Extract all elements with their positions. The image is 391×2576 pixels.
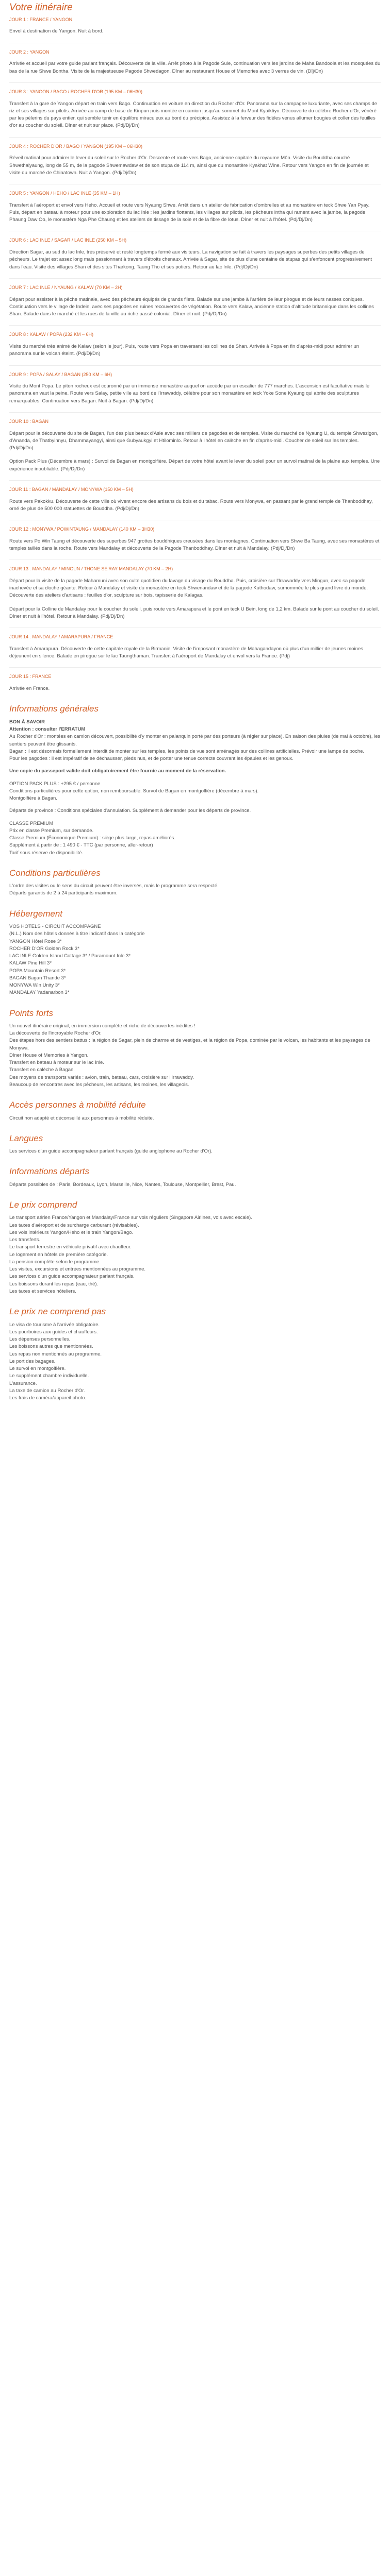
day-block: [9, 674, 381, 692]
accessibility-list: [9, 1115, 381, 1122]
day-block: [9, 527, 381, 560]
day-block: [9, 238, 381, 278]
day-title: JOUR 3 : YANGON / BAGO / ROCHER D'OR (195 KM – 06H30): [9, 89, 142, 94]
day-title: JOUR 6 : LAC INLE / SAGAR / LAC INLE (250 KM – 5H): [9, 238, 127, 243]
day-description: Transfert à la gare de Yangon départ en train vers Bago. Continuation en voiture en direction du Rocher d'Or. Panorama sur la campagne luxuriante, avec ses champs de riz et ses villages sur pilotis. Arrivée au camp de base de Kinpun puis montée en camion jusqu'au sommet du Mont Kyaiktiyo. Découverte du célèbre Rocher d'Or, vénéré par les pèlerins du pays entier, qui semble tenir en équilibre miraculeux au bord du précipice. Assistez à la ferveur des fidèles venus allumer bougies et coller des feuilles d'or au coucher du soleil. Dîner et nuit sur place. (Pdj/Dj/Dn): [9, 100, 377, 129]
practical-line: Montgolfière à Bagan.: [9, 795, 57, 801]
day-title: JOUR 5 : YANGON / HEHO / LAC INLE (35 KM – 1H): [9, 191, 120, 196]
day-title: JOUR 9 : POPA / SALAY / BAGAN (250 KM – 6H): [9, 371, 112, 377]
day-block: [9, 372, 381, 413]
list-line: L'ordre des visites ou le sens du circuit peuvent être inversés, mais le programme sera respecté.: [9, 883, 219, 889]
day-description: Réveil matinal pour admirer le lever du soleil sur le Rocher d'Or. Descente et route vers Bago, ancienne capitale du royaume Môn. Visite du Bouddha couché Shwethalyaung, long de 55 m, de la pagode Shwemawdaw et de son stupa de 114 m, ainsi que du monastère Kyakhat Wine. Retour vers Yangon en fin de journée et visite du marché de Chinatown. Nuit à Yangon. (Pdj/Dj/Dn): [9, 155, 369, 176]
day-title: JOUR 11 : BAGAN / MANDALAY / MONYWA (150 KM – 5H): [9, 486, 134, 492]
day-block: [9, 144, 381, 184]
list-line: Le survol en montgolfière.: [9, 1366, 66, 1372]
list-line: Les boissons autres que mentionnées.: [9, 1344, 93, 1350]
day-title: JOUR 15 : FRANCE: [9, 674, 52, 680]
list-line: La découverte de l'incroyable Rocher d'Or.: [9, 1030, 102, 1037]
included-title: Le prix comprend: [9, 1200, 77, 1210]
list-line: Transfert en calèche à Bagan.: [9, 1067, 75, 1073]
day-block: [9, 285, 381, 326]
list-line: Le visa de tourisme à l'arrivée obligatoire.: [9, 1321, 100, 1328]
day-title: JOUR 4 : ROCHER D'OR / BAGO / YANGON (195 KM – 06H30): [9, 143, 142, 149]
practical-line: BON À SAVOIR: [9, 719, 45, 725]
list-line: MONYWA Win Unity 3*: [9, 982, 60, 989]
day-block: [9, 566, 381, 628]
list-line: Transfert en bateau à moteur sur le lac Inle.: [9, 1060, 104, 1066]
day-separator: [9, 137, 381, 138]
list-line: Des moyens de transports variés : avion, train, bateau, cars, croisière sur l'Irrawaddy.: [9, 1074, 194, 1080]
day-description: Route vers Pakokku. Découverte de cette ville où vivent encore des artisans du bois et du tabac. Route vers Monywa, en passant par le grand temple de Thanboddhay, orné de plus de 500 000 statuettes de Bouddha. (Pdj/Dj/Dn): [9, 498, 373, 512]
spacer: [9, 815, 381, 820]
highlights-list: [9, 1023, 381, 1089]
list-line: Le port des bagages.: [9, 1358, 56, 1364]
list-line: Les visites, excursions et entrées mentionnées au programme.: [9, 1266, 146, 1273]
list-line: BAGAN Bagan Thande 3*: [9, 975, 66, 981]
list-line: Les vols intérieurs Yangon/Heho et le train Yangon/Bago.: [9, 1229, 134, 1235]
practical-line: Bagan : il est désormais formellement interdit de monter sur les temples, les points de vue sont aménagés sur des collines artificielles. Prévoir une lampe de poche.: [9, 748, 365, 754]
day-separator: [9, 412, 381, 413]
list-line: Les dépenses personnelles.: [9, 1336, 71, 1343]
list-line: Les services d'un guide accompagnateur parlant français (guide anglophone au Rocher d'Or).: [9, 1148, 213, 1155]
practical-line: Une copie du passeport valide doit obligatoirement être fournie au moment de la réservation.: [9, 768, 226, 774]
day-block: [9, 17, 381, 43]
list-line: Départs garantis de 2 à 24 participants maximum.: [9, 890, 118, 896]
day-title: JOUR 14 : MANDALAY / AMARAPURA / FRANCE: [9, 634, 113, 640]
day-description: Visite du marché très animé de Kalaw (selon le jour). Puis, route vers Popa en traversant les collines de Shan. Arrivée à Popa en fin d'après-midi pour admirer un panorama sur le volcan éteint. (Pdj/Dj/Dn): [9, 344, 360, 357]
list-line: LAC INLE Golden Island Cottage 3* / Paramount Inle 3*: [9, 953, 131, 959]
day-separator: [9, 82, 381, 83]
list-line: POPA Mountain Resort 3*: [9, 968, 66, 974]
practical-line: Attention : consulter l'ERRATUM: [9, 726, 86, 732]
list-line: VOS HOTELS - CIRCUIT ACCOMPAGNÉ: [9, 924, 101, 930]
accessibility-title: Accès personnes à mobilité réduite: [9, 1100, 146, 1110]
day-description: Visite du Mont Popa. Le piton rocheux est couronné par un immense monastère auquel on accède par un escalier de 777 marches. L'ascension est facultative mais le panorama en vaut la peine. Route vers Salay, petite ville au bord de l'Irrawaddy, célèbre pour son monastère en teck Yoke Sone Kyaung qui abrite des sculptures remarquables. Continuation vers Bagan. Nuit à Bagan. (Pdj/Dj/Dn): [9, 383, 370, 404]
day-title: JOUR 2 : YANGON: [9, 49, 50, 55]
spacer: [9, 802, 381, 807]
day-description: Transfert à Amarapura. Découverte de cette capitale royale de la Birmanie. Visite de l'imposant monastère de Mahagandayon où plus d'un millier de jeunes moines déjeunent en silence. Balade en pirogue sur le lac Taungthaman. Transfert à l'aéroport de Mandalay et envol vers la France. (Pdj): [9, 646, 363, 659]
list-line: KALAW Pine Hill 3*: [9, 960, 52, 967]
list-line: Le supplément chambre individuelle.: [9, 1373, 89, 1379]
list-line: Les taxes et services hôteliers.: [9, 1288, 76, 1294]
excluded-list: [9, 1321, 381, 1402]
itinerary-title: Votre itinéraire: [9, 2, 73, 13]
excluded-title: Le prix ne comprend pas: [9, 1307, 106, 1317]
itinerary-days: [9, 17, 381, 693]
day-separator: [9, 365, 381, 366]
list-line: Les repas non mentionnés au programme.: [9, 1351, 102, 1357]
day-separator: [9, 667, 381, 668]
list-line: Les transferts.: [9, 1237, 41, 1243]
practical-line: Conditions particulières pour cette option, non remboursable. Survol de Bagan en montgolfière (décembre à mars).: [9, 788, 259, 794]
list-line: Le transport terrestre en véhicule privatif avec chauffeur.: [9, 1244, 132, 1250]
lodging-title: Hébergement: [9, 908, 63, 919]
list-line: Dîner House of Memories à Yangon.: [9, 1052, 89, 1058]
list-line: Les services d'un guide accompagnateur parlant français.: [9, 1274, 135, 1280]
languages-list: [9, 1148, 381, 1155]
practical-info: [9, 719, 381, 857]
spacer: [9, 762, 381, 768]
list-line: Les taxes d'aéroport et de surcharge carburant (révisables).: [9, 1222, 139, 1228]
day-title: JOUR 1 : FRANCE / YANGON: [9, 16, 73, 22]
day-description: Départ pour la visite de la pagode Mahamuni avec son culte quotidien du lavage du visage du Bouddha. Puis, croisière sur l'Irrawaddy vers Mingun, avec sa pagode inachevée et sa cloche géante. Retour à Mandalay et visite du monastère en teck Shwenandaw et de la pagode Kuthodaw, surnommée le plus grand livre du monde. Découverte des ateliers d'artisans : feuilles d'or, sculpture sur bois, tapisserie de Kalagas.: [9, 578, 368, 599]
list-line: Les frais de caméra/appareil photo.: [9, 1395, 86, 1401]
day-description: Option Pack Plus (Décembre à mars) : Survol de Bagan en montgolfière. Départ de votre hôtel avant le lever du soleil pour un survol matinal de la plaine aux temples. Une expérience inoubliable. (Pdj/Dj/Dn): [9, 459, 380, 472]
list-line: La pension complète selon le programme.: [9, 1259, 101, 1265]
practical-line: Au Rocher d'Or : montées en camion découvert, possibilité d'y monter en palanquin porté par des porteurs (à régler sur place). En saison des pluies (de mai à octobre), les sentiers peuvent être glissants.: [9, 734, 381, 747]
day-description: Route vers Po Win Taung et découverte des superbes 947 grottes bouddhiques creusées dans les montagnes. Continuation vers Shwe Ba Taung, avec ses monastères et temples taillés dans la roche. Route vers Mandalay et découverte de la Pagode Thanboddhay. Dîner et nuit à Mandalay. (Pdj/Dj/Dn): [9, 538, 380, 552]
day-description: Transfert à l'aéroport et envol vers Heho. Accueil et route vers Nyaung Shwe. Arrêt dans un atelier de fabrication d'ombrelles et au monastère en teck Shwe Yan Pyay. Puis, départ en bateau à moteur pour une exploration du lac Inle : les jardins flottants, les villages sur pilotis, les pêcheurs intha qui rament avec la jambe, la pagode Phaung Daw Oo, le monastère Nga Phe Chaung et les ateliers de tissage de la soie et de la fibre de lotus. Dîner et nuit à l'hôtel. (Pdj/Dj/Dn): [9, 202, 370, 223]
page: [0, 2, 391, 1402]
day-description: Départ pour la Colline de Mandalay pour le coucher du soleil, puis route vers Amarapura et le pont en teck U Bein, long de 1,2 km. Balade sur le pont au coucher du soleil. Dîner et nuit à l'hôtel. Retour à Mandalay. (Pdj/Dj/Dn): [9, 606, 379, 619]
day-title: JOUR 13 : MANDALAY / MINGUN / THONE SE'RAY MANDALAY (70 KM – 2H): [9, 566, 173, 572]
list-line: Circuit non adapté et déconseillé aux personnes à mobilité réduite.: [9, 1115, 154, 1121]
day-description: Direction Sagar, au sud du lac Inle, très préservé et resté longtemps fermé aux visiteurs. La navigation se fait à travers les paysages superbes des petits villages de pêcheurs. Le trajet est assez long mais passionnant à travers d'étroits chenaux. Arrivée à Sagar, site de plus d'une centaine de stupas qui s'enfoncent progressivement dans l'eau. Visite des villages Shan et des sites Tharkong, Taung Tho et ses potiers. Retour au lac Inle. (Pdj/Dj/Dn): [9, 249, 372, 270]
languages-title: Langues: [9, 1133, 43, 1143]
day-block: [9, 191, 381, 231]
day-description: Arrivée et accueil par votre guide parlant français. Découverte de la ville. Arrêt photo à la Pagode Sule, continuation vers les jardins de Maha Bandoola et les mosquées du bas de la rue Shwe Bontha. Visite de la majestueuse Pagode Shwedagon. Dîner au restaurant House of Memories avec 3 verres de vin. (Dîj/Dn): [9, 61, 381, 74]
day-title: JOUR 7 : LAC INLE / NYAUNG / KALAW (70 KM – 2H): [9, 284, 123, 290]
list-line: Le logement en hôtels de première catégorie.: [9, 1251, 108, 1258]
list-line: Un nouvel itinéraire original, en immersion complète et riche de découvertes inédites !: [9, 1023, 196, 1029]
day-title: JOUR 12 : MONYWA / POWINTAUNG / MANDALAY (140 KM – 3H30): [9, 527, 155, 532]
day-block: [9, 419, 381, 481]
spacer: [9, 775, 381, 781]
list-line: Les pourboires aux guides et chauffeurs.: [9, 1329, 98, 1335]
day-separator: [9, 325, 381, 326]
practical-line: Classe Premium (Économique Premium) : siège plus large, repas améliorés.: [9, 835, 176, 841]
list-line: L'assurance.: [9, 1380, 37, 1386]
practical-title: Informations générales: [9, 704, 99, 714]
day-title: JOUR 10 : BAGAN: [9, 418, 49, 424]
day-description: Envol à destination de Yangon. Nuit à bord.: [9, 28, 104, 35]
list-line: Le transport aérien France/Yangon et Mandalay/France sur vols réguliers (Singapore Airlines, vols avec escale).: [9, 1215, 252, 1221]
practical-line: Pour les pagodes : il est impératif de se déchausser, pieds nus, et de porter une tenue correcte couvrant les épaules et les genoux.: [9, 756, 294, 761]
list-line: Des étapes hors des sentiers battus : la région de Sagar, plein de charme et de vestiges, et la région de Popa, dominée par le volcan, les habitants et les paysages de Monywa.: [9, 1038, 370, 1051]
list-line: ROCHER D'OR Golden Rock 3*: [9, 945, 79, 952]
list-line: (N.L.) Nom des hôtels donnés à titre indicatif dans la catégorie: [9, 931, 145, 937]
day-block: [9, 487, 381, 520]
day-title: JOUR 8 : KALAW / POPA (232 KM – 6H): [9, 332, 94, 337]
day-block: [9, 89, 381, 138]
list-line: Les boissons durant les repas (eau, thé).: [9, 1281, 99, 1287]
departures-title: Informations départs: [9, 1166, 89, 1177]
day-block: [9, 634, 381, 668]
practical-line: Prix en classe Premium, sur demande.: [9, 827, 94, 834]
practical-line: Tarif sous réserve de disponibilité.: [9, 850, 84, 856]
list-line: MANDALAY Yadanarbon 3*: [9, 990, 70, 996]
list-line: YANGON Hôtel Rose 3*: [9, 938, 62, 944]
practical-line: Supplément à partir de : 1 490 € - TTC (par personne, aller-retour): [9, 842, 153, 849]
day-block: [9, 332, 381, 365]
lodging-list: [9, 923, 381, 997]
day-block: [9, 49, 381, 83]
day-separator: [9, 278, 381, 279]
departures-list: [9, 1181, 381, 1189]
day-description: Arrivée en France.: [9, 686, 50, 692]
day-separator: [9, 480, 381, 481]
day-description: Départ pour assister à la pêche matinale, avec des pêcheurs équipés de grands filets. Balade sur une jambe à l'arrière de leur pirogue et de leurs nasses coniques. Continuation vers le village de Indein, avec ses pagodes en ruines recouvertes de végétation. Route vers Kalaw, ancienne station d'altitude britannique dans les collines Shan. Balade dans le marché et les rues de la ville au riche passé colonial. Dîner et nuit. (Pdj/Dj/Dn): [9, 296, 374, 317]
highlights-title: Points forts: [9, 1008, 54, 1018]
list-line: La taxe de camion au Rocher d'Or.: [9, 1387, 85, 1394]
conditions-list: [9, 883, 381, 897]
practical-line: Départs de province : Conditions spéciales d'annulation. Supplément à demander pour les départs de province.: [9, 808, 251, 814]
list-line: Départs possibles de : Paris, Bordeaux, Lyon, Marseille, Nice, Nantes, Toulouse, Montpellier, Brest, Pau.: [9, 1181, 236, 1188]
list-line: Beaucoup de rencontres avec les pêcheurs, les artisans, les moines, les villageois.: [9, 1081, 189, 1088]
included-list: [9, 1214, 381, 1295]
practical-line: CLASSE PREMIUM: [9, 820, 53, 826]
practical-line: OPTION PACK PLUS : +295 € / personne: [9, 781, 101, 787]
conditions-title: Conditions particulières: [9, 868, 101, 878]
day-description: Départ pour la découverte du site de Bagan, l'un des plus beaux d'Asie avec ses milliers de pagodes et de temples. Visite du marché de Nyaung U, du temple Shwezigon, d'Ananda, de Thatbyinnyu, Dhammayangyi, ainsi que Gubyaukgyi et Htilominlo. Retour à l'hôtel en calèche en fin d'après-midi. Coucher de soleil sur les temples. (Pdj/Dj/Dn): [9, 430, 379, 451]
